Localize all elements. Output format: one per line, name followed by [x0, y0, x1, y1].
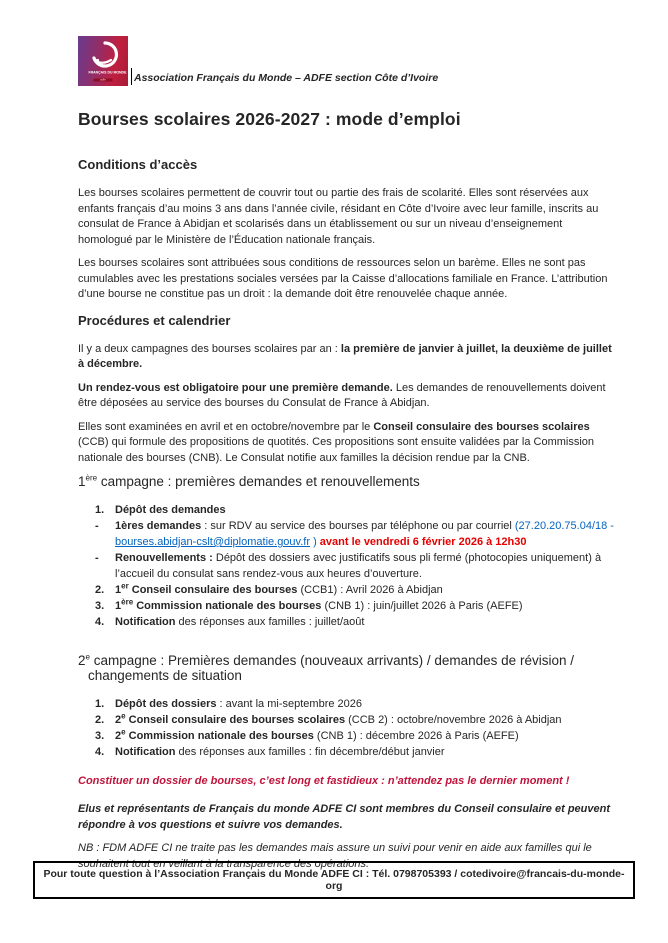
section-heading-conditions: Conditions d’accès — [78, 157, 198, 172]
list-marker: 2. — [95, 714, 105, 726]
list-item: 3. 1ère Commission nationale des bourses (CNB 1) : juin/juillet 2026 à Paris (AEFE) — [95, 597, 523, 612]
page-title: Bourses scolaires 2026-2027 : mode d’emploi — [78, 109, 461, 129]
paragraph-conditions-2: Les bourses scolaires sont attribuées sous conditions de ressources selon un barème. Elles ne sont pas cumulables avec les prestations sociales versées par la Caisse d’allocations familiale en France. L’attribution d’une bourse ne constitue pas un droit : la demande doit être renouvelée chaque année. — [78, 257, 608, 300]
deadline-text: avant le vendredi 6 février 2026 à 12h30 — [319, 536, 527, 548]
list-item: 4. Notification des réponses aux familles : juillet/août — [95, 616, 365, 628]
logo-band-text: adfe — [94, 79, 113, 82]
list-marker: 3. — [95, 730, 105, 742]
list-item: - Renouvellements : Dépôt des dossiers avec justificatifs sous pli fermé (photocopies uniquement) à l’accueil du consulat sans rendez-vous aux heures d’ouverture. — [95, 552, 602, 580]
list-item: 3. 2e Commission nationale des bourses (CNB 1) : décembre 2026 à Paris (AEFE) — [95, 727, 519, 742]
paragraph-exam: Elles sont examinées en avril et en octobre/novembre par le Conseil consulaire des bourses scolaires (CCB) qui formule des propositions de quotités. Ces propositions sont ensuite validées par la Commission nationale des bourses (CNB). Le Consulat notifie aux familles la décision rendue par la CNB. — [78, 420, 595, 464]
text-cursor — [131, 68, 132, 85]
logo-text: FRANÇAIS DU MONDE — [88, 71, 127, 75]
list-item: 1. Dépôt des demandes — [95, 504, 226, 516]
list-item: 1. Dépôt des dossiers : avant la mi-septembre 2026 — [95, 698, 363, 710]
header — [78, 36, 614, 86]
heading-campaign-1: 1ère campagne : premières demandes et renouvellements — [78, 473, 420, 489]
swirl-bird-icon — [85, 38, 127, 75]
list-marker: 4. — [95, 746, 105, 758]
org-name: Association Français du Monde – ADFE section Côte d’Ivoire — [134, 72, 439, 84]
email-link[interactable]: bourses.abidjan-cslt@diplomatie.gouv.fr — [115, 536, 311, 548]
list-item: 4. Notification des réponses aux familles : fin décembre/début janvier — [95, 746, 445, 758]
list-marker: - — [95, 552, 99, 564]
section-heading-procedures: Procédures et calendrier — [78, 312, 231, 328]
campaign2-list — [78, 696, 614, 760]
elus-text: Elus et représentants de Français du monde ADFE CI sont membres du Conseil consulaire et peuvent répondre à vos questions et suivre vos demandes. — [78, 803, 610, 831]
list-marker: 2. — [95, 584, 105, 596]
list-item: 2. 2e Conseil consulaire des bourses scolaires (CCB 2) : octobre/novembre 2026 à Abidjan — [95, 711, 562, 726]
paragraph-conditions-1: Les bourses scolaires permettent de couvrir tout ou partie des frais de scolarité. Elles sont réservées aux enfants français d’au moins 3 ans dans l’année civile, résidant en Côte d’Ivoire avec leur famille, inscrits au consulat de France à Abidjan et scolarisés dans un établissement ou sur un niveau d’enseignement homologué par le Ministère de l’Éducation nationale français. — [78, 187, 599, 246]
francais-du-monde-logo — [78, 36, 128, 86]
warning-text: Constituer un dossier de bourses, c’est long et fastidieux : n’attendez pas le dernier moment ! — [78, 775, 570, 787]
paragraph-campaigns: Il y a deux campagnes des bourses scolaires par an : la première de janvier à juillet, la deuxième de juillet à décembre. — [78, 342, 612, 370]
paragraph-rdv: Un rendez-vous est obligatoire pour une première demande. Les demandes de renouvellements doivent être déposées au service des bourses du Consulat de France à Abidjan. — [78, 381, 606, 409]
nb-text: NB : FDM ADFE CI ne traite pas les demandes mais assure un suivi pour venir en aide aux familles qui le souhaitent tout en veillant à la transparence des opérations. — [78, 842, 592, 870]
list-marker: 1. — [95, 698, 105, 710]
list-marker: 1. — [95, 504, 105, 516]
heading-campaign-2: 2e campagne : Premières demandes (nouveaux arrivants) / demandes de révision / changements de situation — [78, 652, 574, 683]
list-marker: - — [95, 520, 99, 532]
list-item: - 1ères demandes : sur RDV au service des bourses par téléphone ou par courriel (27.20.20.75.04/18 - bourses.abidjan-cslt@diplomatie.gouv.fr ) avant le vendredi 6 février 2026 à 12h30 — [95, 520, 614, 548]
campaign1-list — [78, 502, 614, 630]
footer-contact-box: Pour toute question à l’Association Français du Monde ADFE CI : Tél. 0798705393 / cotedivoire@francais-du-monde-org — [33, 861, 635, 899]
list-item: 2. 1er Conseil consulaire des bourses (CCB1) : Avril 2026 à Abidjan — [95, 581, 443, 596]
list-marker: 3. — [95, 600, 105, 612]
list-marker: 4. — [95, 616, 105, 628]
